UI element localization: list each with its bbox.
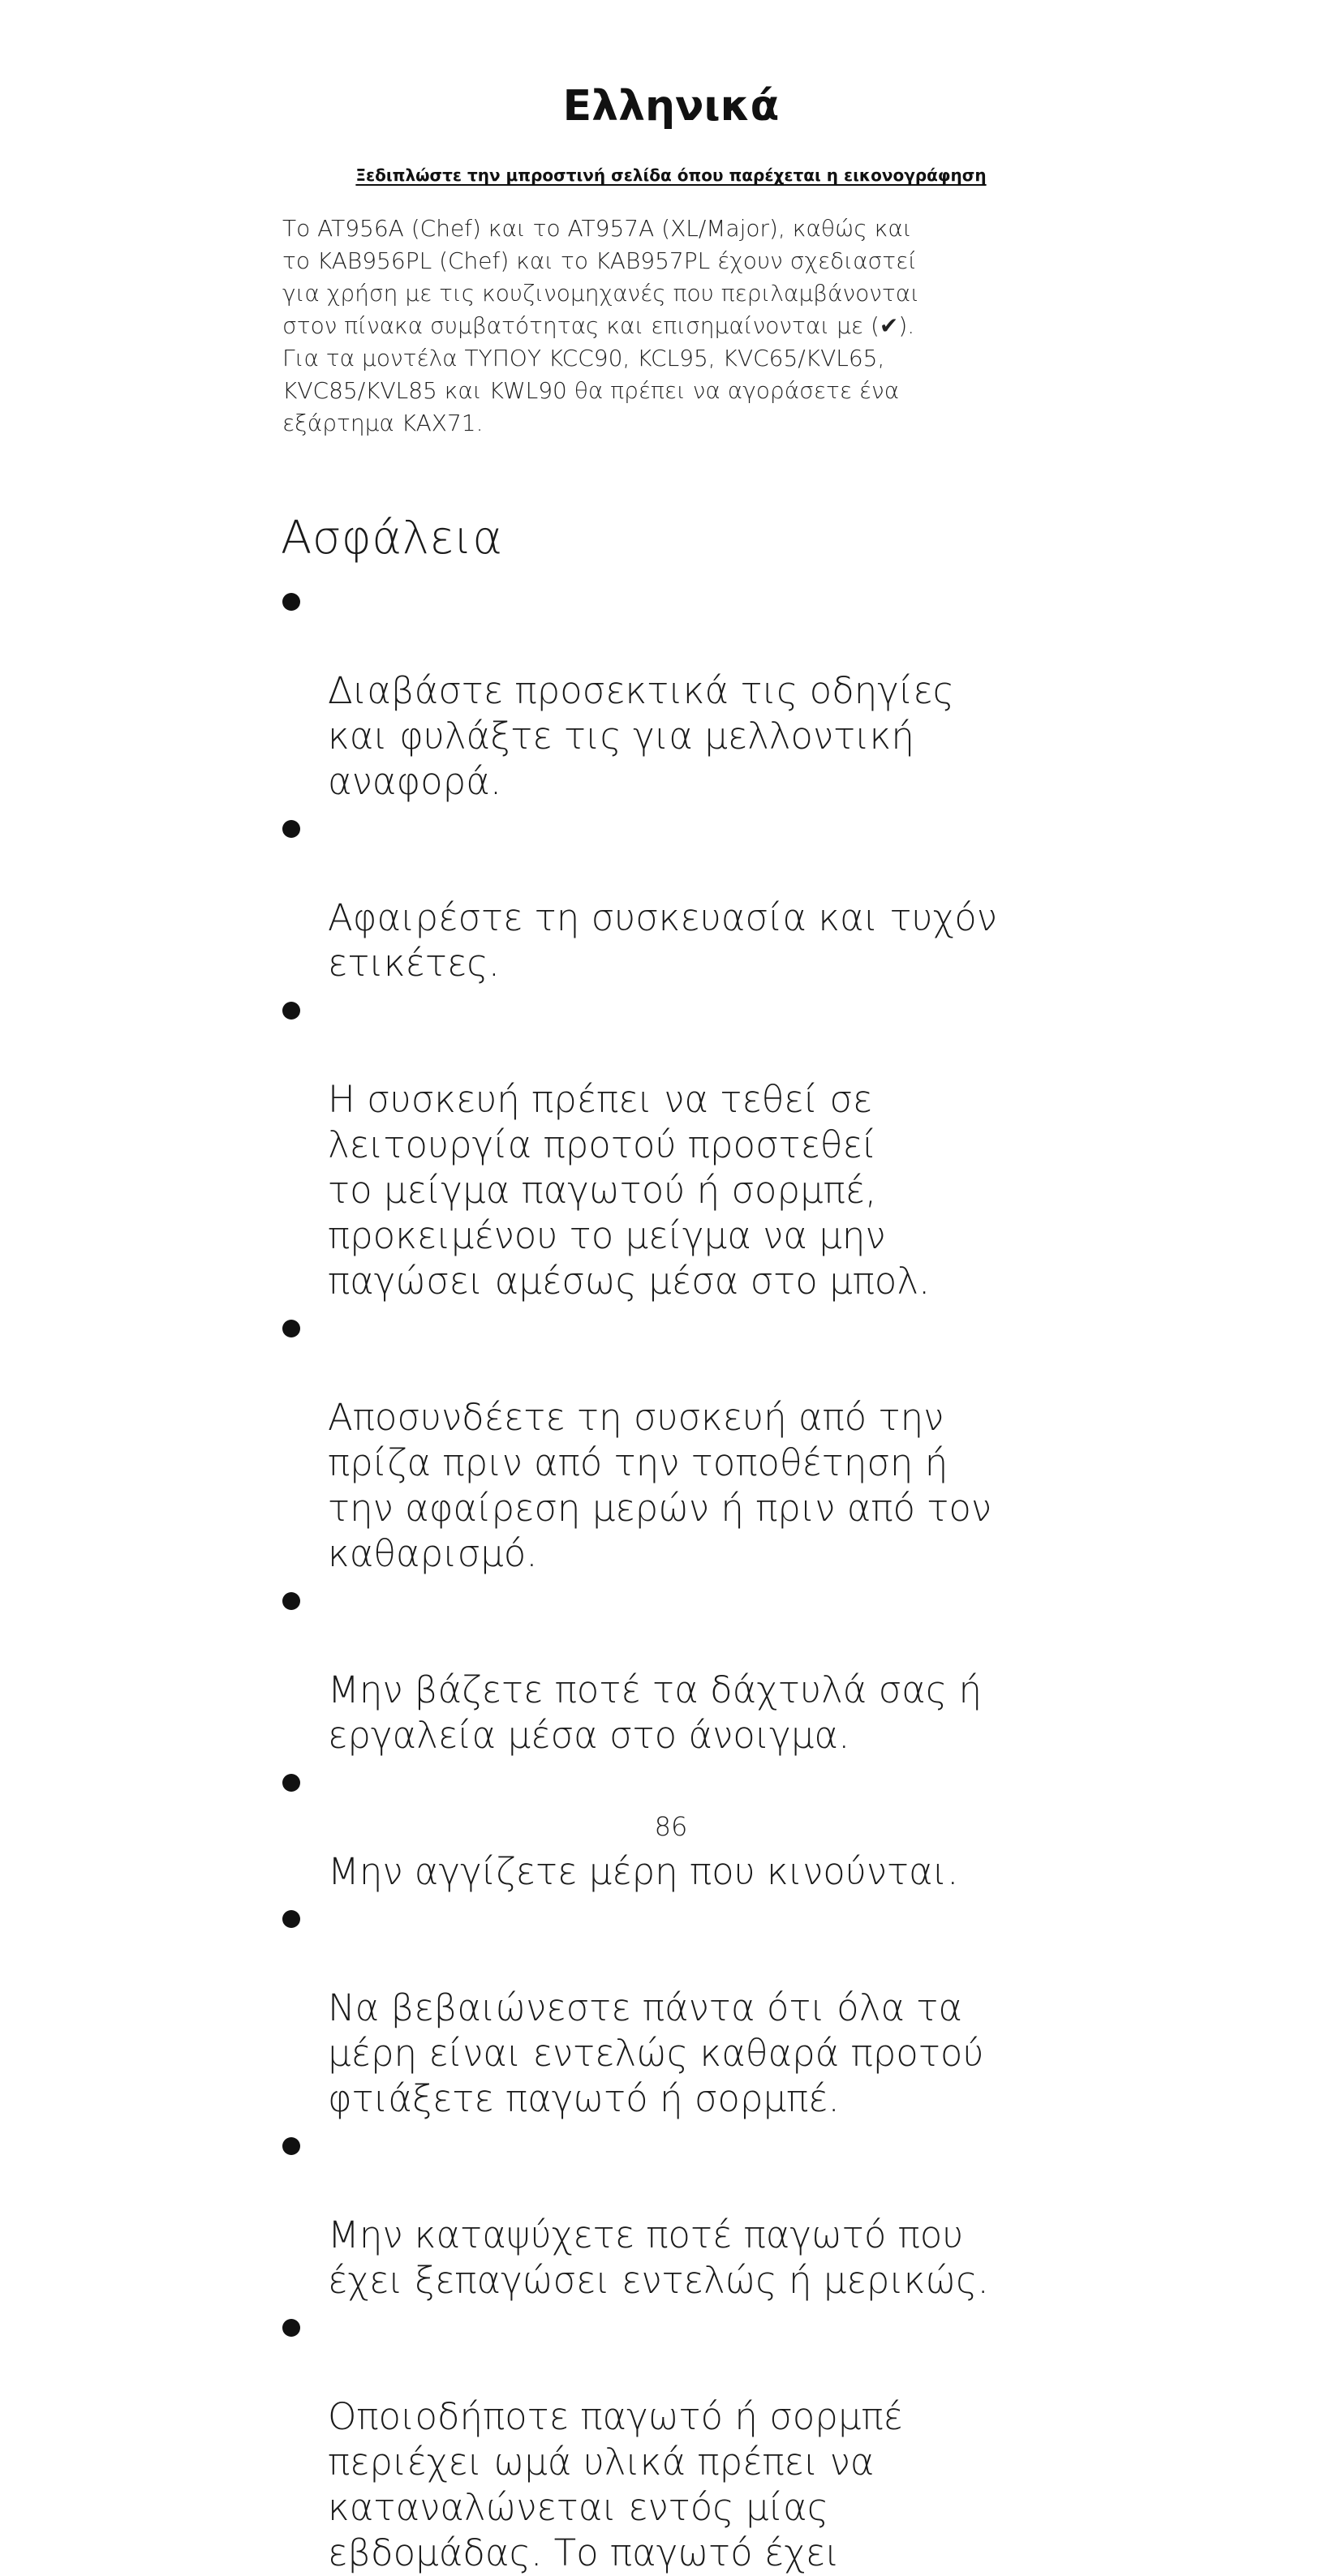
bullet-icon (282, 2319, 300, 2337)
safety-item-text: Οποιοδήποτε παγωτό ή σορμπέ περιέχει ωμά υλικά πρέπει να καταναλώνεται εντός μίας εβδομάδας. Το παγωτό έχει (328, 2395, 903, 2574)
intro-line: εξάρτημα KAX71. (282, 410, 484, 436)
safety-item-text: Αποσυνδέετε τη συσκευή από την πρίζα πριν από την τοποθέτηση ή την αφαίρεση μερών ή πριν από τον καθαρισμό. (328, 1396, 992, 1575)
intro-line: στον πίνακα συμβατότητας και επισημαίνονται με (✔). (282, 312, 915, 339)
safety-list (282, 577, 1094, 2576)
safety-item-text: Να βεβαιώνεστε πάντα ότι όλα τα μέρη είναι εντελώς καθαρά προτού φτιάξετε παγωτό ή σορμπέ. (328, 1986, 984, 2120)
safety-item (282, 986, 1094, 1304)
safety-item (282, 1895, 1094, 2122)
bullet-icon (282, 1592, 300, 1610)
safety-item (282, 1577, 1094, 1758)
safety-item-text: Διαβάστε προσεκτικά τις οδηγίες και φυλάξτε τις για μελλοντική αναφορά. (328, 669, 955, 803)
bullet-icon (282, 593, 300, 611)
bullet-icon (282, 1910, 300, 1928)
fold-out-instruction: Ξεδιπλώστε την μπροστινή σελίδα όπου παρέχεται η εικονογράφηση (355, 165, 987, 185)
safety-item-text: Μην καταψύχετε ποτέ παγωτό που έχει ξεπαγώσει εντελώς ή μερικώς. (328, 2213, 989, 2302)
page-title: Ελληνικά (562, 82, 780, 131)
intro-line: KVC85/KVL85 και KWL90 θα πρέπει να αγοράσετε ένα (282, 377, 900, 404)
safety-heading: Ασφάλεια (281, 512, 503, 565)
safety-item (282, 577, 1094, 805)
intro-line: Το AT956A (Chef) και το AT957A (XL/Major), καθώς και (282, 215, 912, 242)
bullet-icon (282, 1320, 300, 1337)
bullet-icon (282, 2137, 300, 2155)
safety-item-text: Μην βάζετε ποτέ τα δάχτυλά σας ή εργαλεία μέσα στο άνοιγμα. (328, 1668, 983, 1757)
intro-line: το KAB956PL (Chef) και το KAB957PL έχουν σχεδιαστεί (282, 247, 918, 274)
page-number: 86 (654, 1811, 688, 1842)
intro-line: για χρήση με τις κουζινομηχανές που περιλαμβάνονται (282, 280, 920, 307)
intro-paragraph (282, 213, 1077, 440)
intro-line: Για τα μοντέλα ΤΥΠΟΥ KCC90, KCL95, KVC65/KVL65, (282, 345, 885, 371)
safety-item (282, 1304, 1094, 1577)
safety-item (282, 2303, 1094, 2576)
bullet-icon (282, 820, 300, 838)
safety-item (282, 805, 1094, 986)
bullet-icon (282, 1002, 300, 1020)
safety-item-text: Μην αγγίζετε μέρη που κινούνται. (328, 1850, 959, 1893)
safety-item-text: Αφαιρέστε τη συσκευασία και τυχόν ετικέτες. (328, 896, 997, 985)
safety-item-text: Η συσκευή πρέπει να τεθεί σε λειτουργία προτού προστεθεί το μείγμα παγωτού ή σορμπέ, προκειμένου το μείγμα να μην παγώσει αμέσως μέσα στο μπολ. (328, 1078, 931, 1303)
bullet-icon (282, 1774, 300, 1792)
safety-item (282, 2122, 1094, 2303)
